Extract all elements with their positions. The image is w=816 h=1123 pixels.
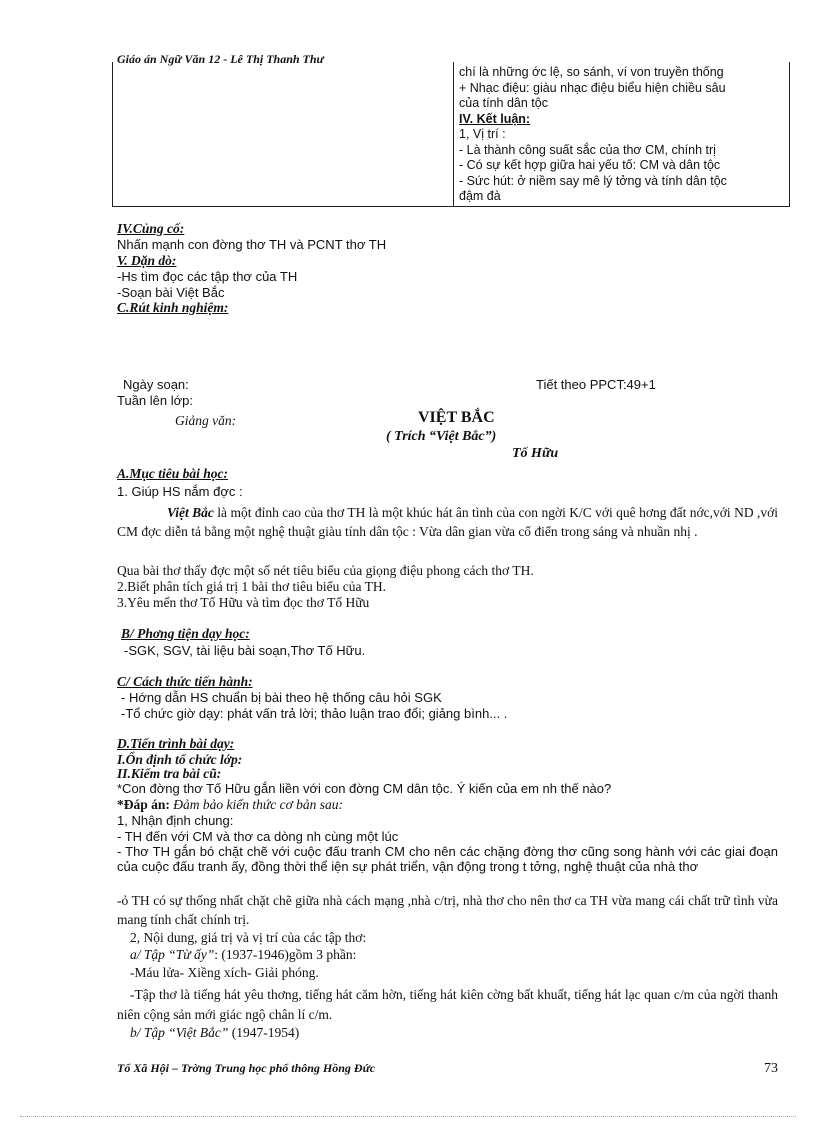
viet-bac-label: b/ Tập “Việt Bắc”	[130, 1025, 229, 1040]
muc-tieu-line: 3.Yêu mến thơ Tố Hữu và tìm đọc thơ Tố Hữu	[117, 595, 370, 610]
muc-tieu-line: 1. Giúp HS nắm đợc :	[117, 484, 243, 499]
cung-co-heading: IV.Củng cố:	[117, 221, 185, 236]
page-footer: Tổ Xã Hội – Trờng Trung học phổ thông Hồng Đức	[117, 1061, 376, 1075]
dan-do-heading: V. Dặn dò:	[117, 253, 177, 268]
dan-do-item: -Soạn bài Việt Bắc	[117, 285, 225, 300]
muc-tieu-heading: A.Mục tiêu bài học:	[117, 466, 229, 481]
giang-van-label: Giảng văn:	[175, 413, 237, 428]
lesson-title: VIỆT BẮC	[418, 409, 495, 426]
muc-tieu-paragraph	[117, 503, 778, 541]
tu-ay-label: a/ Tập “Từ ấy”	[130, 947, 215, 962]
nhan-dinh-item: - Thơ TH gắn bó chặt chẽ với cuộc đấu tranh CM cho nên các chặng đờng thơ cũng song hành với các giai đoạn của cuộc đấu tranh ấy, đồng thời thể iện sự phát triển, vận động trong t tởng, nghệ thuật của nhà thơ	[117, 844, 778, 874]
table-line: đậm đà	[459, 189, 501, 203]
cau-hoi: *Con đờng thơ Tố Hữu gắn liền với con đờng CM dân tộc. Ý kiến của em nh thế nào?	[117, 781, 612, 796]
table-line: - Là thành công suất sắc của thơ CM, chính trị	[459, 142, 716, 157]
viet-bac-years: (1947-1954)	[228, 1025, 300, 1040]
table-line: chí là những ớc lệ, so sánh, ví von truyền thống	[459, 65, 724, 79]
phuong-tien-text: -SGK, SGV, tài liệu bài soạn,Thơ Tố Hữu.	[124, 643, 366, 658]
nhan-dinh-item: - TH đến với CM và thơ ca dòng nh cùng một lúc	[117, 829, 399, 844]
table-column-divider	[453, 62, 454, 206]
muc-tieu-line: 2.Biết phân tích giá trị 1 bài thơ tiêu biểu của TH.	[117, 579, 386, 594]
tu-ay	[130, 947, 356, 963]
page-bottom-divider	[20, 1116, 796, 1117]
cach-thuc-heading: C/ Cách thức tiến hành:	[117, 674, 253, 689]
noi-dung-heading: 2, Nội dung, giá trị và vị trí của các tập thơ:	[130, 930, 367, 945]
on-dinh-heading: I.Ổn định tổ chức lớp:	[117, 752, 243, 767]
tiet-ppct: Tiết theo PPCT:49+1	[536, 377, 656, 392]
table-line: của tính dân tộc	[459, 96, 548, 110]
tu-ay-text: : (1937-1946)gồm 3 phần:	[214, 947, 357, 962]
page-number: 73	[764, 1061, 778, 1076]
nhan-dinh-item: -ỏ TH có sự thống nhất chặt chẽ giữa nhà cách mạng ,nhà c/trị, nhà thơ cho nên thơ ca TH vừa mang cái chất trữ tình vừa mang tính chất chính trị.	[117, 893, 778, 927]
table-right-cell	[459, 65, 727, 205]
table-line: 1, Vị trí :	[459, 127, 506, 141]
muc-tieu-paragraph-text: là một đỉnh cao của thơ TH là một khúc hát ân tình của con ngời K/C với quê hơng đất nớc,với ND ,với CM đợc diễn tả bằng một nghệ thuật giàu tính dân tộc : Vừa dân gian vừa cổ điển trong sáng và nhuần nhị .	[117, 505, 778, 539]
muc-tieu-line: Qua bài thơ thấy đợc một số nét tiêu biểu của giọng điệu phong cách thơ TH.	[117, 563, 534, 578]
lesson-subtitle: ( Trích “Việt Bắc”)	[386, 429, 497, 444]
ngay-soan: Ngày soạn:	[123, 377, 189, 392]
continuation-table	[112, 62, 790, 207]
phuong-tien-heading: B/ Phơng tiện dạy học:	[121, 626, 250, 641]
tap-tho-paragraph: -Tập thơ là tiếng hát yêu thơng, tiếng hát căm hờn, tiếng hát kiên cờng bất khuất, tiếng hát lạc quan c/m của ngời thanh niên cộng sản mới giác ngộ chân lí c/m.	[117, 987, 778, 1022]
dan-do-item: -Hs tìm đọc các tập thơ của TH	[117, 269, 298, 284]
table-line: - Có sự kết hợp giữa hai yếu tố: CM và dân tộc	[459, 158, 721, 172]
page-header: Giáo án Ngữ Văn 12 - Lê Thị Thanh Thư	[117, 52, 324, 66]
table-line-heading: IV. Kết luận:	[459, 111, 531, 126]
tien-trinh-heading: D.Tiến trình bài dạy:	[117, 736, 235, 751]
cach-thuc-line: - Hớng dẫn HS chuẩn bị bài theo hệ thống câu hỏi SGK	[121, 690, 442, 705]
cach-thuc-line: -Tổ chức giờ dạy: phát vấn trả lời; thảo luận trao đổi; giảng bình... .	[121, 706, 508, 721]
viet-bac-bold: Việt Bắc	[167, 505, 214, 520]
cung-co-text: Nhấn mạnh con đờng thơ TH và PCNT thơ TH	[117, 237, 387, 252]
viet-bac-heading	[130, 1025, 299, 1041]
dap-an	[117, 797, 343, 813]
table-line: - Sức hút: ở niềm say mê lý tởng và tính dân tộc	[459, 173, 727, 188]
dap-an-text: Đảm bảo kiến thức cơ bản sau:	[173, 797, 344, 812]
lesson-author: Tố Hữu	[512, 446, 559, 461]
ba-phan: -Máu lửa- Xiềng xích- Giải phóng.	[130, 965, 319, 980]
dap-an-label: *Đáp án:	[117, 797, 170, 812]
rut-kinh-nghiem-heading: C.Rút kinh nghiệm:	[117, 300, 229, 315]
tuan-len-lop: Tuần lên lớp:	[117, 393, 193, 408]
nhan-dinh: 1, Nhận định chung:	[117, 813, 234, 828]
table-line: + Nhạc điệu: giàu nhạc điệu biểu hiện chiều sâu	[459, 80, 726, 95]
kiem-tra-heading: II.Kiểm tra bài cũ:	[117, 766, 222, 781]
